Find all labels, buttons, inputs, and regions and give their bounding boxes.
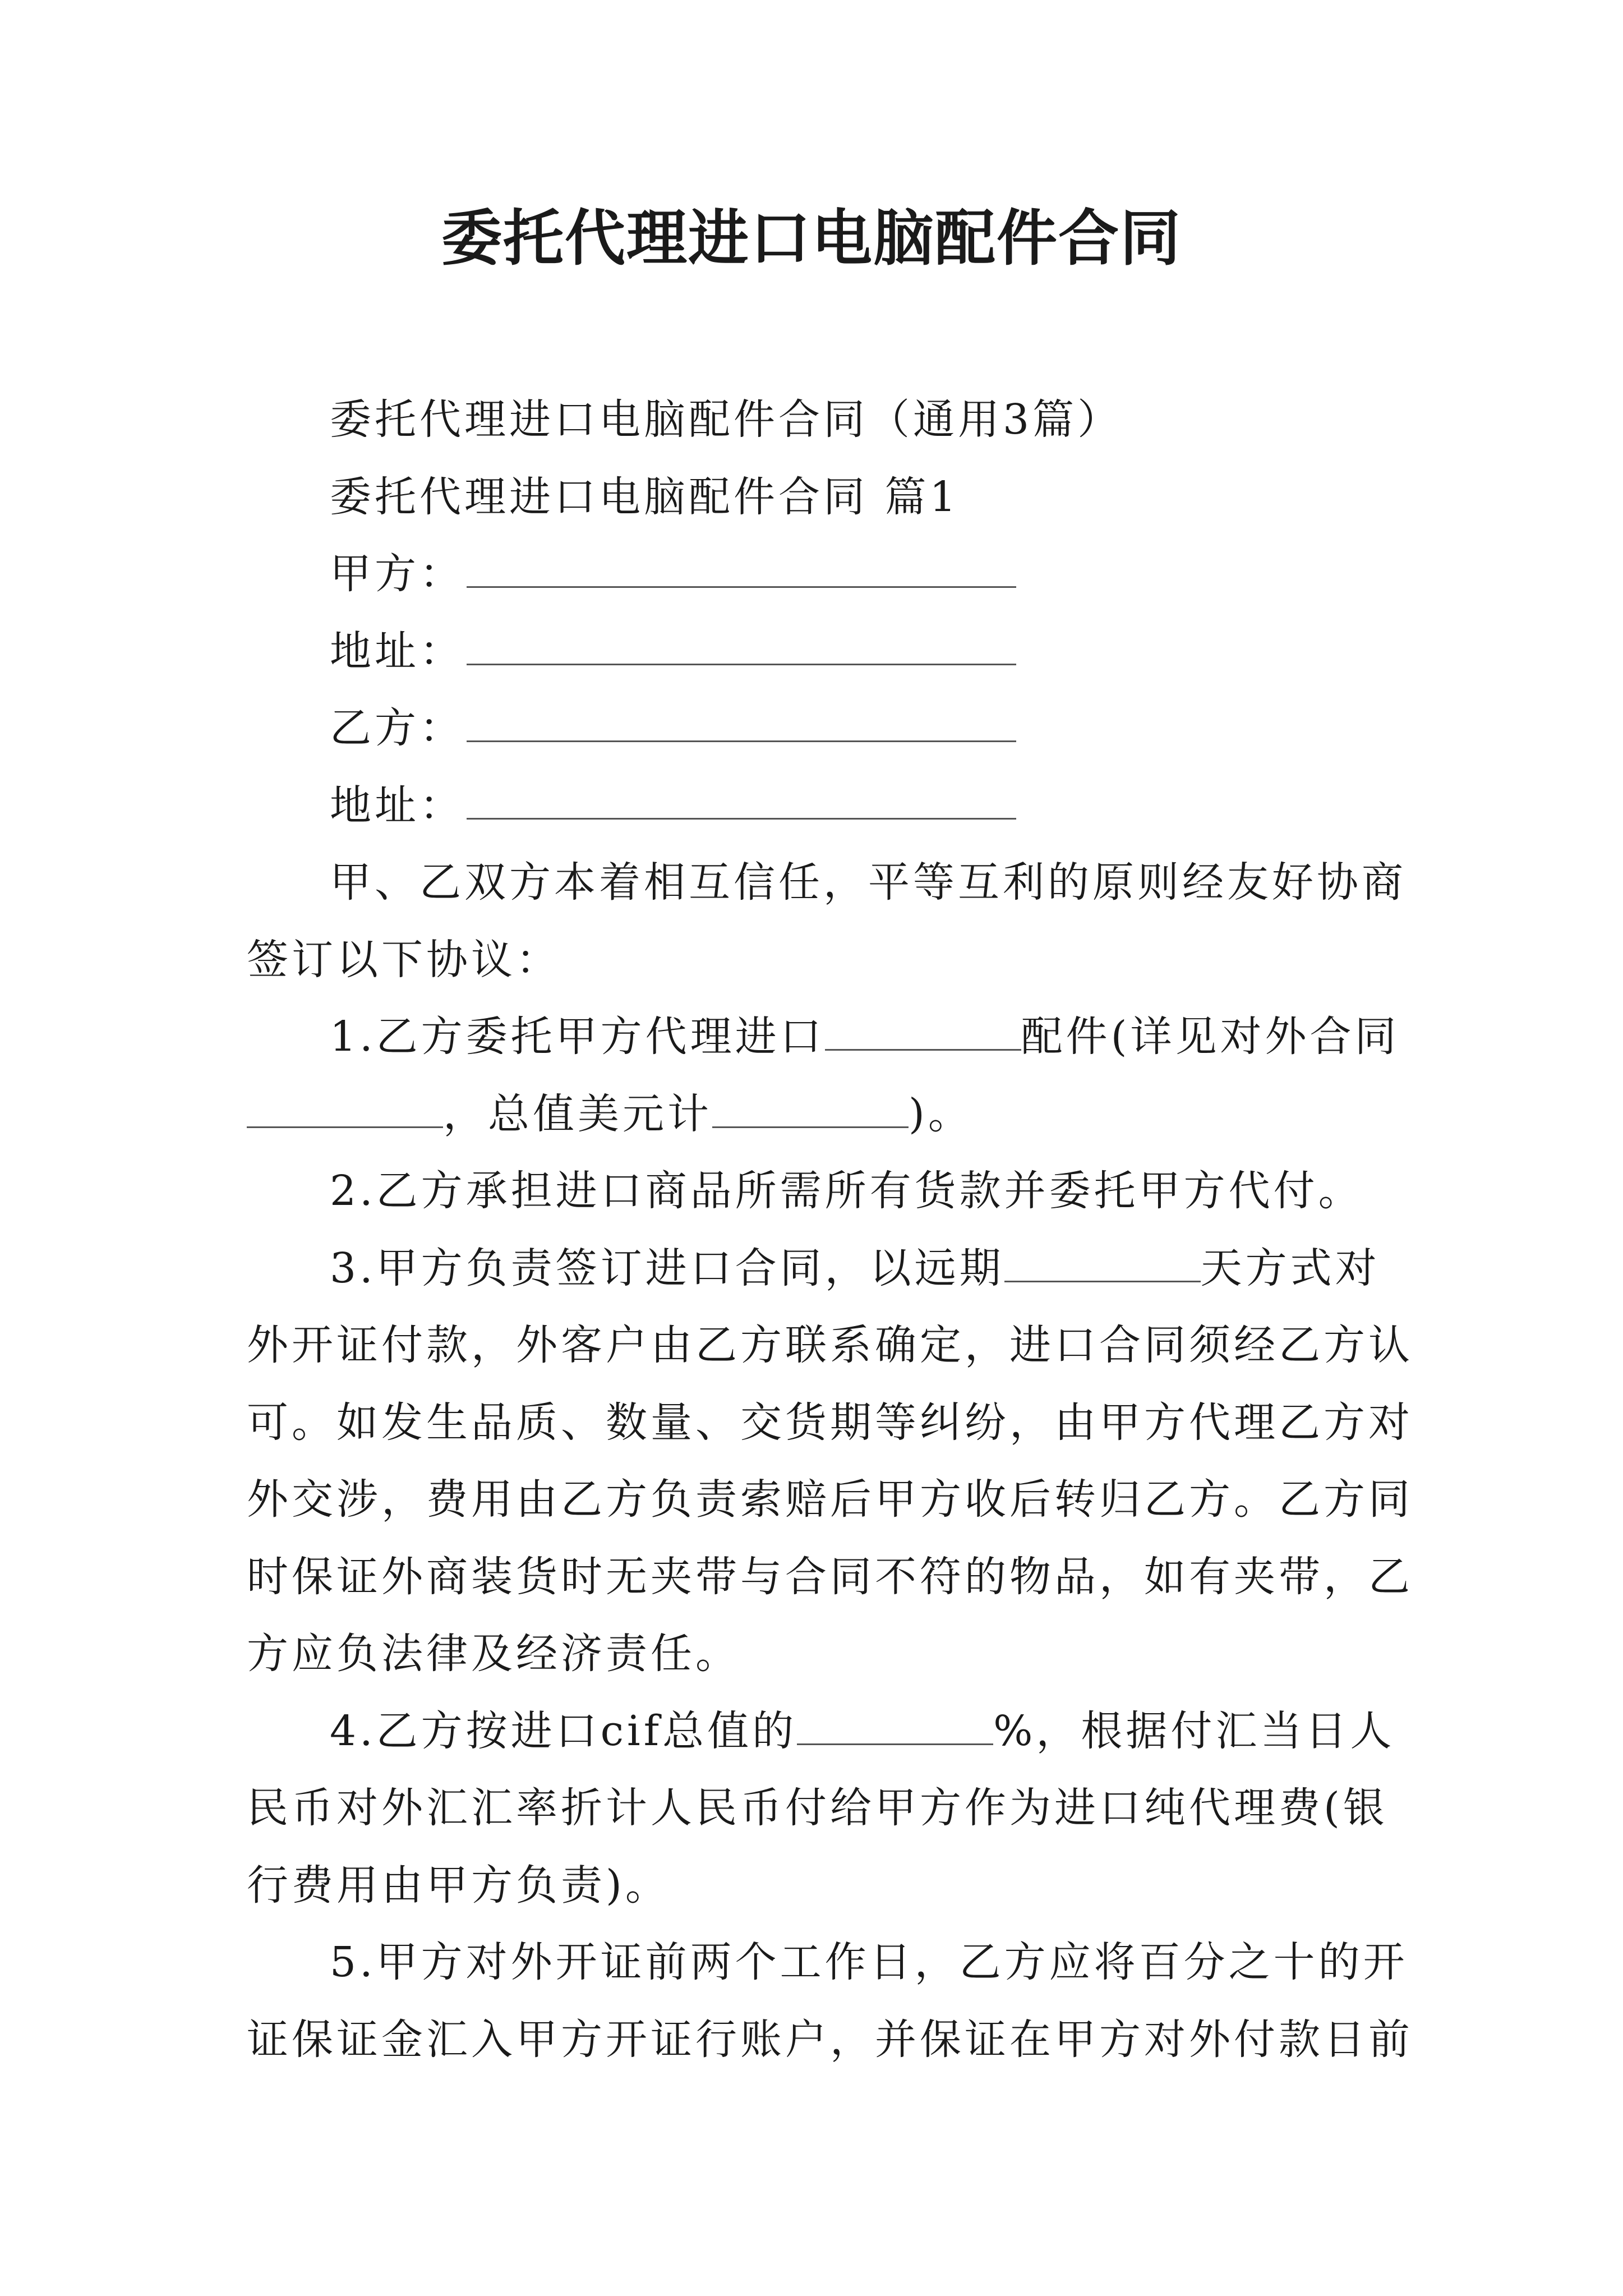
clause-5-line: 5.甲方对外开证前两个工作日，乙方应将百分之十的开 bbox=[330, 1938, 1408, 1986]
fill-in-blank[interactable] bbox=[467, 784, 1016, 820]
clause-3-line: 方应负法律及经济责任。 bbox=[247, 1630, 740, 1678]
field-address-b bbox=[247, 767, 1380, 845]
clause-text: ，总值美元计 bbox=[443, 1089, 712, 1138]
field-label: 乙方： bbox=[330, 704, 464, 752]
clause-text: 配件(详见对外合同 bbox=[1021, 1013, 1400, 1061]
clause-4-line: 民币对外汇汇率折计人民币付给甲方作为进口纯代理费(银 bbox=[247, 1784, 1388, 1832]
clause-text: )。 bbox=[909, 1089, 973, 1138]
clause-4-line bbox=[247, 1693, 1395, 1770]
fill-in-blank[interactable] bbox=[467, 553, 1016, 588]
clause-1-line bbox=[247, 1076, 1380, 1153]
clause-text: 3.甲方负责签订进口合同，以远期 bbox=[330, 1244, 1004, 1292]
field-label: 地址： bbox=[330, 781, 464, 830]
clause-1-line bbox=[247, 999, 1400, 1076]
clause-3-line: 外开证付款，外客户由乙方联系确定，进口合同须经乙方认 bbox=[247, 1321, 1413, 1369]
clause-3-line: 时保证外商装货时无夹带与合同不符的物品，如有夹带，乙 bbox=[247, 1552, 1413, 1601]
clause-4-line: 行费用由甲方负责)。 bbox=[247, 1861, 670, 1910]
clause-3-line: 外交涉，费用由乙方负责索赔后甲方收后转归乙方。乙方同 bbox=[247, 1475, 1413, 1524]
field-address-a bbox=[247, 613, 1380, 691]
clause-text: 1.乙方委托甲方代理进口 bbox=[330, 1013, 825, 1061]
fill-in-blank[interactable] bbox=[467, 707, 1016, 742]
field-label: 地址： bbox=[330, 627, 464, 675]
clause-3-line bbox=[247, 1230, 1380, 1308]
fill-in-blank[interactable] bbox=[797, 1710, 993, 1745]
intro-line: 签订以下协议： bbox=[247, 935, 561, 984]
clause-text: 天方式对 bbox=[1200, 1244, 1380, 1292]
field-party-b bbox=[247, 690, 1380, 767]
clause-3-line: 可。如发生品质、数量、交货期等纠纷，由甲方代理乙方对 bbox=[247, 1398, 1413, 1447]
document-title: 委托代理进口电脑配件合同 bbox=[441, 204, 1182, 274]
intro-line: 甲、乙双方本着相互信任，平等互利的原则经友好协商 bbox=[330, 858, 1407, 907]
document-body bbox=[247, 381, 1413, 2078]
section-heading: 委托代理进口电脑配件合同 篇1 bbox=[330, 472, 960, 521]
clause-2-line: 2.乙方承担进口商品所需所有货款并委托甲方代付。 bbox=[330, 1167, 1363, 1215]
clause-text: 4.乙方按进口cif总值的 bbox=[330, 1706, 797, 1755]
fill-in-blank[interactable] bbox=[825, 1015, 1021, 1051]
clause-text: %，根据付汇当日人 bbox=[993, 1706, 1395, 1755]
field-label: 甲方： bbox=[330, 550, 464, 598]
fill-in-blank[interactable] bbox=[467, 630, 1016, 665]
document-subtitle: 委托代理进口电脑配件合同（通用3篇） bbox=[330, 395, 1123, 444]
field-party-a bbox=[247, 536, 1380, 613]
fill-in-blank[interactable] bbox=[712, 1093, 909, 1128]
fill-in-blank[interactable] bbox=[247, 1093, 443, 1128]
clause-5-line: 证保证金汇入甲方开证行账户，并保证在甲方对外付款日前 bbox=[247, 2015, 1413, 2064]
fill-in-blank[interactable] bbox=[1004, 1247, 1201, 1282]
